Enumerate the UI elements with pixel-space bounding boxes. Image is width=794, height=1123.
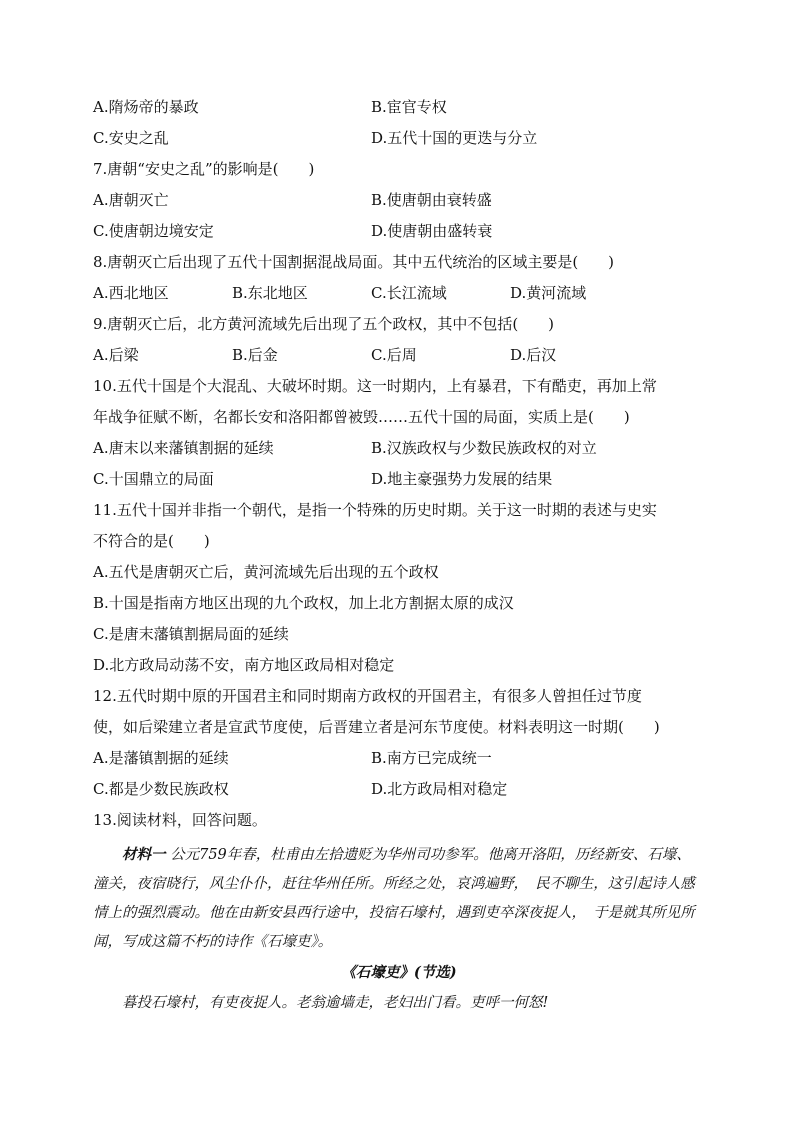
q10-stem-line-2: [93, 402, 705, 433]
material-one-label: 材料一: [122, 846, 166, 863]
q10-option-c: C.十国鼎立的局面: [93, 470, 214, 488]
q12-stem-line-2: [93, 712, 705, 743]
q13-stem: [93, 805, 705, 836]
q7-stem-text: 7.唐朝“安史之乱”的影响是( ): [93, 160, 315, 178]
q9-options: [93, 340, 705, 371]
q7-option-d: D.使唐朝由盛转衰: [371, 222, 493, 240]
q7-option-c: C.使唐朝边境安定: [93, 222, 214, 240]
poem-line: 暮投石壕村，有吏夜捉人。老翁逾墙走，老妇出门看。吏呼一何怒!: [122, 995, 549, 1011]
q11-option-d-row: [93, 650, 705, 681]
q8-option-d: D.黄河流域: [510, 284, 587, 302]
q6-options-row-1: [93, 92, 705, 123]
exam-page: [93, 92, 705, 1018]
q10-options-row-2: [93, 464, 705, 495]
q12-option-d: D.北方政局相对稳定: [371, 780, 508, 798]
q12-options-row-1: [93, 743, 705, 774]
q6-option-d: D.五代十国的更迭与分立: [371, 129, 538, 147]
q9-option-b: B.后金: [232, 346, 278, 364]
material-one-text: 公元759年春，杜甫由左拾遗贬为华州司功参军。他离开洛阳，历经新安、石壕、潼关，夜宿晓行，风尘仆仆，赶往华州任所。所经之处，哀鸿遍野， 民不聊生，这引起诗人感情上的强烈震动。他在由新安县西行途中，投宿石壕村，遇到吏卒深夜捉人， 于是就其所见所闻，写成这篇不朽的诗作《石壕吏》。: [93, 847, 695, 950]
q9-stem: [93, 309, 705, 340]
q13-stem-text: 13.阅读材料，回答问题。: [93, 811, 267, 829]
q10-stem-text-1: 10.五代十国是个大混乱、大破坏时期。这一时期内，上有暴君，下有酷吏，再加上常: [93, 377, 657, 395]
poem-title: 《石壕吏》(节选): [341, 964, 457, 981]
q11-option-d: D.北方政局动荡不安，南方地区政局相对稳定: [93, 656, 395, 674]
q7-option-a: A.唐朝灭亡: [93, 191, 169, 209]
q11-option-a: A.五代是唐朝灭亡后，黄河流域先后出现的五个政权: [93, 563, 439, 581]
q8-stem-text: 8.唐朝灭亡后出现了五代十国割据混战局面。其中五代统治的区域主要是( ): [93, 253, 615, 271]
q11-option-c: C.是唐末藩镇割据局面的延续: [93, 625, 289, 643]
q8-option-c: C.长江流域: [371, 284, 447, 302]
q10-option-a: A.唐末以来藩镇割据的延续: [93, 439, 274, 457]
q9-option-c: C.后周: [371, 346, 417, 364]
q11-option-c-row: [93, 619, 705, 650]
q11-option-b-row: [93, 588, 705, 619]
q13-material: [93, 840, 705, 1018]
q6-options-row-2: [93, 123, 705, 154]
q12-option-c: C.都是少数民族政权: [93, 780, 229, 798]
q10-stem-line-1: [93, 371, 705, 402]
q9-option-a: A.后梁: [93, 346, 139, 364]
q8-option-b: B.东北地区: [232, 284, 308, 302]
q6-option-c: C.安史之乱: [93, 129, 169, 147]
q12-option-b: B.南方已完成统一: [371, 749, 492, 767]
q8-option-a: A.西北地区: [93, 284, 169, 302]
material-one-paragraph: [93, 840, 705, 957]
q12-options-row-2: [93, 774, 705, 805]
q11-stem-line-1: [93, 495, 705, 526]
q11-option-b: B.十国是指南方地区出现的九个政权，加上北方割据太原的成汉: [93, 594, 514, 612]
q7-option-b: B.使唐朝由衰转盛: [371, 191, 492, 209]
q7-stem: [93, 154, 705, 185]
q10-option-b: B.汉族政权与少数民族政权的对立: [371, 439, 597, 457]
q11-stem-line-2: [93, 526, 705, 557]
q8-stem: [93, 247, 705, 278]
q8-options: [93, 278, 705, 309]
q12-stem-line-1: [93, 681, 705, 712]
q12-option-a: A.是藩镇割据的延续: [93, 749, 229, 767]
q9-option-d: D.后汉: [510, 346, 557, 364]
q11-stem-text-1: 11.五代十国并非指一个朝代，是指一个特殊的历史时期。关于这一时期的表述与史实: [93, 501, 657, 519]
q6-option-a: A.隋炀帝的暴政: [93, 98, 199, 116]
q9-stem-text: 9.唐朝灭亡后，北方黄河流域先后出现了五个政权，其中不包括( ): [93, 315, 555, 333]
q10-options-row-1: [93, 433, 705, 464]
q7-options-row-1: [93, 185, 705, 216]
q11-option-a-row: [93, 557, 705, 588]
q12-stem-text-2: 使，如后梁建立者是宣武节度使，后晋建立者是河东节度使。材料表明这一时期( ): [93, 718, 660, 736]
q7-options-row-2: [93, 216, 705, 247]
q10-option-d: D.地主豪强势力发展的结果: [371, 470, 553, 488]
q11-stem-text-2: 不符合的是( ): [93, 532, 210, 550]
q6-option-b: B.宦官专权: [371, 98, 447, 116]
q12-stem-text-1: 12.五代时期中原的开国君主和同时期南方政权的开国君主，有很多人曾担任过节度: [93, 687, 642, 705]
q10-stem-text-2: 年战争征赋不断，名都长安和洛阳都曾被毁……五代十国的局面，实质上是( ): [93, 408, 630, 426]
